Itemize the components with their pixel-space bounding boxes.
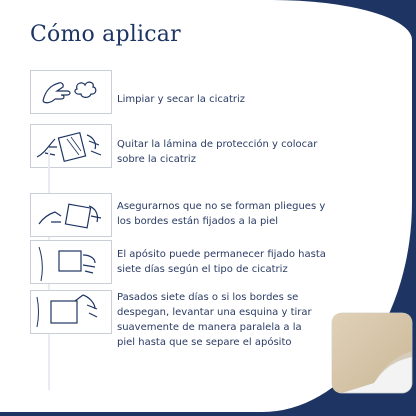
cleaning-hand-icon	[31, 71, 111, 113]
step-3-illustration	[30, 193, 112, 237]
step-1-illustration	[30, 70, 112, 114]
page-title: Cómo aplicar	[30, 22, 181, 47]
step-5-text: Pasados siete días o si los bordes se despegan, levantar una esquina y tirar suavemente de manera paralela a la piel hasta que se separe el apósito	[117, 292, 312, 348]
step-3-text: Asegurarnos que no se forman pliegues y los bordes están fijados a la piel	[117, 201, 326, 227]
step-2-illustration	[30, 124, 112, 168]
remove-patch-icon	[31, 291, 111, 333]
peel-film-icon	[31, 125, 111, 167]
step-2-text: Quitar la lámina de protección y colocar sobre la cicatriz	[117, 139, 318, 165]
bottom-band	[0, 412, 416, 416]
patch-on-skin-icon	[31, 241, 111, 283]
step-1-text: Limpiar y secar la cicatriz	[117, 94, 246, 105]
step-5-illustration	[30, 290, 112, 334]
step-4-text: El apósito puede permanecer fijado hasta siete días según el tipo de cicatriz	[117, 249, 326, 275]
step-4-illustration	[30, 240, 112, 284]
press-edges-icon	[31, 194, 111, 236]
bandage-product-image	[318, 303, 414, 399]
